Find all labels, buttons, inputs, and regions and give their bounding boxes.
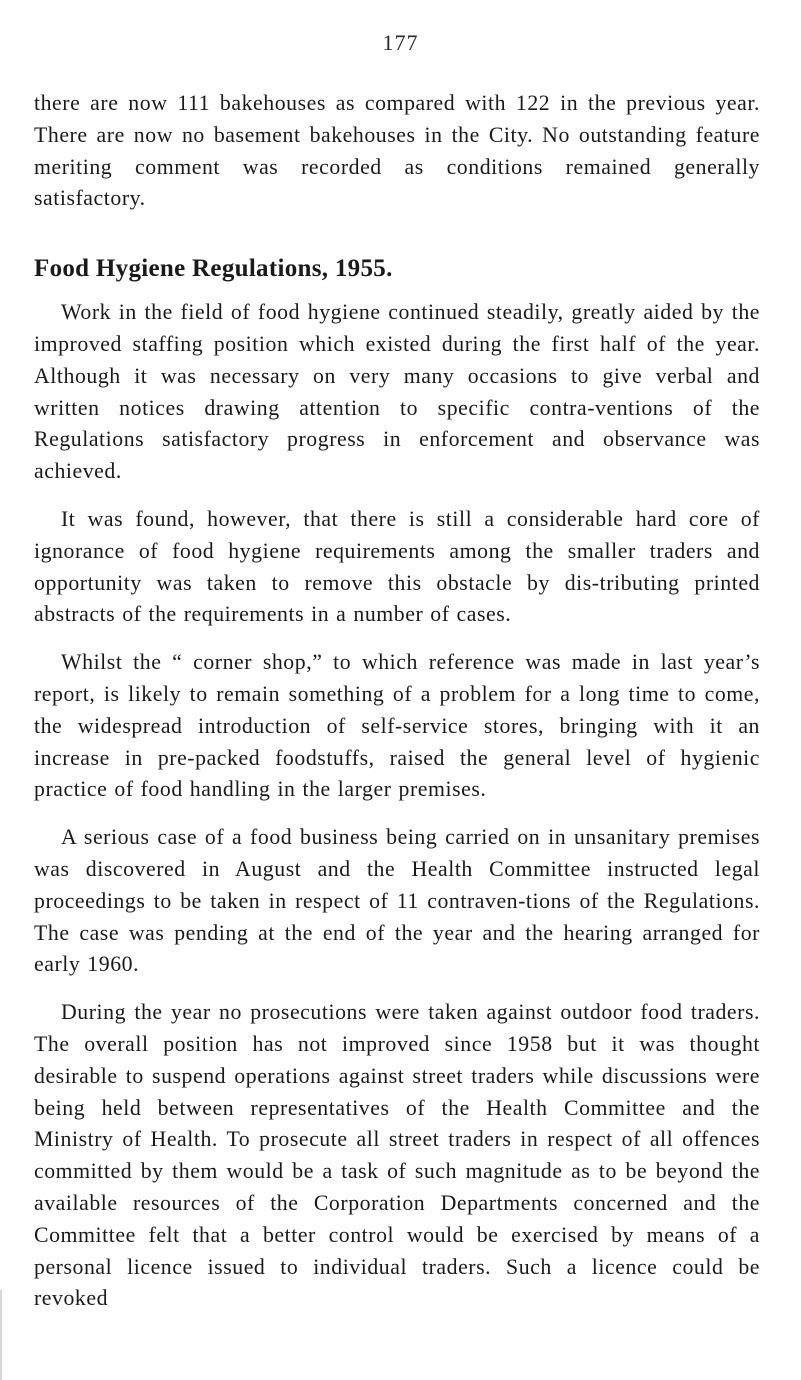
paragraph-staffing: Work in the field of food hygiene continued steadily, greatly aided by the improved staffing position which existed during the first half of the year. Although it was necessary on very many occasions to give verbal and written notices drawing attention to specific contra-ventions of the Regulations satisfactory progress in enforcement and observance was achieved.	[34, 300, 760, 484]
intro-paragraph: there are now 111 bakehouses as compared with 122 in the previous year. There are now no basement bakehouses in the City. No outstanding feature meriting comment was recorded as conditions remained generally satisfactory.	[34, 91, 760, 211]
section-heading: Food Hygiene Regulations, 1955.	[34, 255, 393, 283]
paragraph-corner-shop: Whilst the “ corner shop,” to which reference was made in last year’s report, is likely to remain something of a problem for a long time to come, the widespread introduction of self-service stores, bringing with it an increase in pre-packed foodstuffs, raised the general level of hygienic practice of food handling in the larger premises.	[34, 650, 760, 802]
scan-edge-shadow	[0, 1290, 2, 1380]
page-body	[34, 88, 760, 1315]
page-number: 177	[382, 30, 419, 55]
paragraph-legal-proceedings: A serious case of a food business being carried on in unsanitary premises was discovered in August and the Health Committee instructed legal proceedings to be taken in respect of 11 contraven-tions of the Regulations. The case was pending at the end of the year and the hearing arranged for early 1960.	[34, 825, 760, 977]
paragraph-street-traders: During the year no prosecutions were taken against outdoor food traders. The overall position has not improved since 1958 but it was thought desirable to suspend operations against street traders while discussions were being held between representatives of the Health Committee and the Ministry of Health. To prosecute all street traders in respect of all offences committed by them would be a task of such magnitude as to be beyond the available resources of the Corporation Departments concerned and the Committee felt that a better control would be exercised by means of a personal licence issued to individual traders. Such a licence could be revoked	[34, 1000, 760, 1311]
paragraph-ignorance: It was found, however, that there is still a considerable hard core of ignorance of food hygiene requirements among the smaller traders and opportunity was taken to remove this obstacle by dis-tributing printed abstracts of the requirements in a number of cases.	[34, 506, 760, 627]
